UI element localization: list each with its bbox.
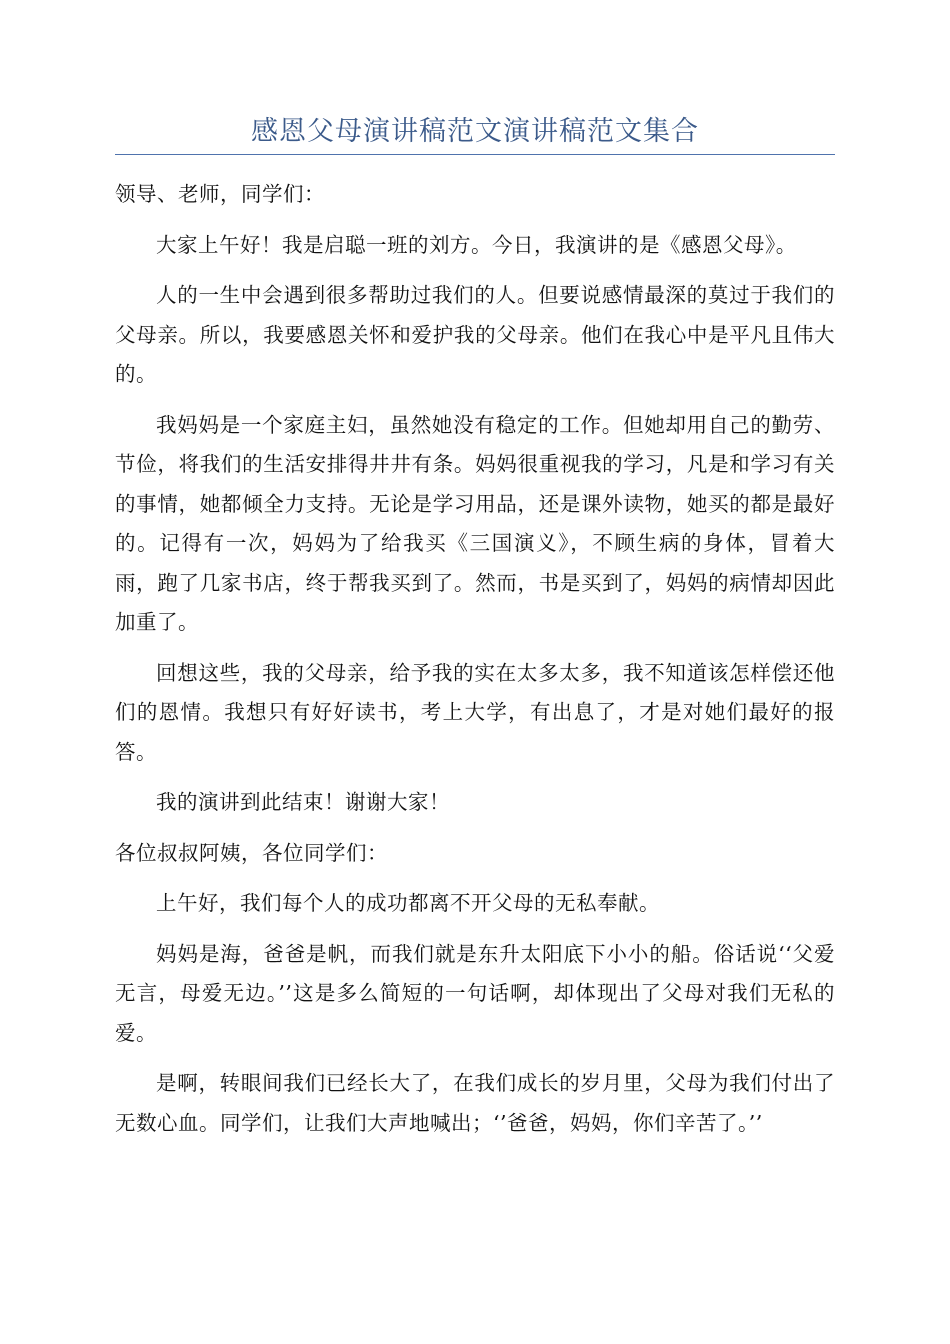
- paragraph: 上午好，我们每个人的成功都离不开父母的无私奉献。: [156, 891, 660, 915]
- paragraph: 我妈妈是一个家庭主妇，虽然她没有稳定的工作。但她却用自己的勤劳、节俭，将我们的生活安排得井井有条。妈妈很重视我的学习，凡是和学习有关的事情，她都倾全力支持。无论是学习用品，还是课外读物，她买的都是最好的。记得有一次，妈妈为了给我买《三国演义》，不顾生病的身体，冒着大雨，跑了几家书店，终于帮我买到了。然而，书是买到了，妈妈的病情却因此加重了。: [115, 412, 835, 634]
- document-body: [115, 175, 835, 1154]
- paragraph-greeting-1: 领导、老师，同学们：: [115, 182, 325, 206]
- title-underline: [115, 154, 835, 155]
- paragraph: 大家上午好！我是启聪一班的刘方。今日，我演讲的是《感恩父母》。: [156, 232, 797, 257]
- paragraph: 妈妈是海，爸爸是帆，而我们就是东升太阳底下小小的船。俗话说‘‘父爱无言，母爱无边。’’这是多么简短的一句话啊，却体现出了父母对我们无私的爱。: [115, 941, 835, 1045]
- paragraph-greeting-2: 各位叔叔阿姨，各位同学们：: [115, 840, 388, 865]
- paragraph: 是啊，转眼间我们已经长大了，在我们成长的岁月里，父母为我们付出了无数心血。同学们，让我们大声地喊出；‘’爸爸，妈妈，你们辛苦了。’’: [115, 1071, 835, 1135]
- paragraph: 我的演讲到此结束！谢谢大家！: [156, 790, 450, 814]
- document-title: 感恩父母演讲稿范文演讲稿范文集合: [251, 116, 699, 147]
- paragraph: 回想这些，我的父母亲，给予我的实在太多太多，我不知道该怎样偿还他们的恩情。我想只有好好读书，考上大学，有出息了，才是对她们最好的报答。: [115, 660, 835, 764]
- paragraph: 人的一生中会遇到很多帮助过我们的人。但要说感情最深的莫过于我们的父母亲。所以，我要感恩关怀和爱护我的父母亲。他们在我心中是平凡且伟大的。: [115, 283, 835, 386]
